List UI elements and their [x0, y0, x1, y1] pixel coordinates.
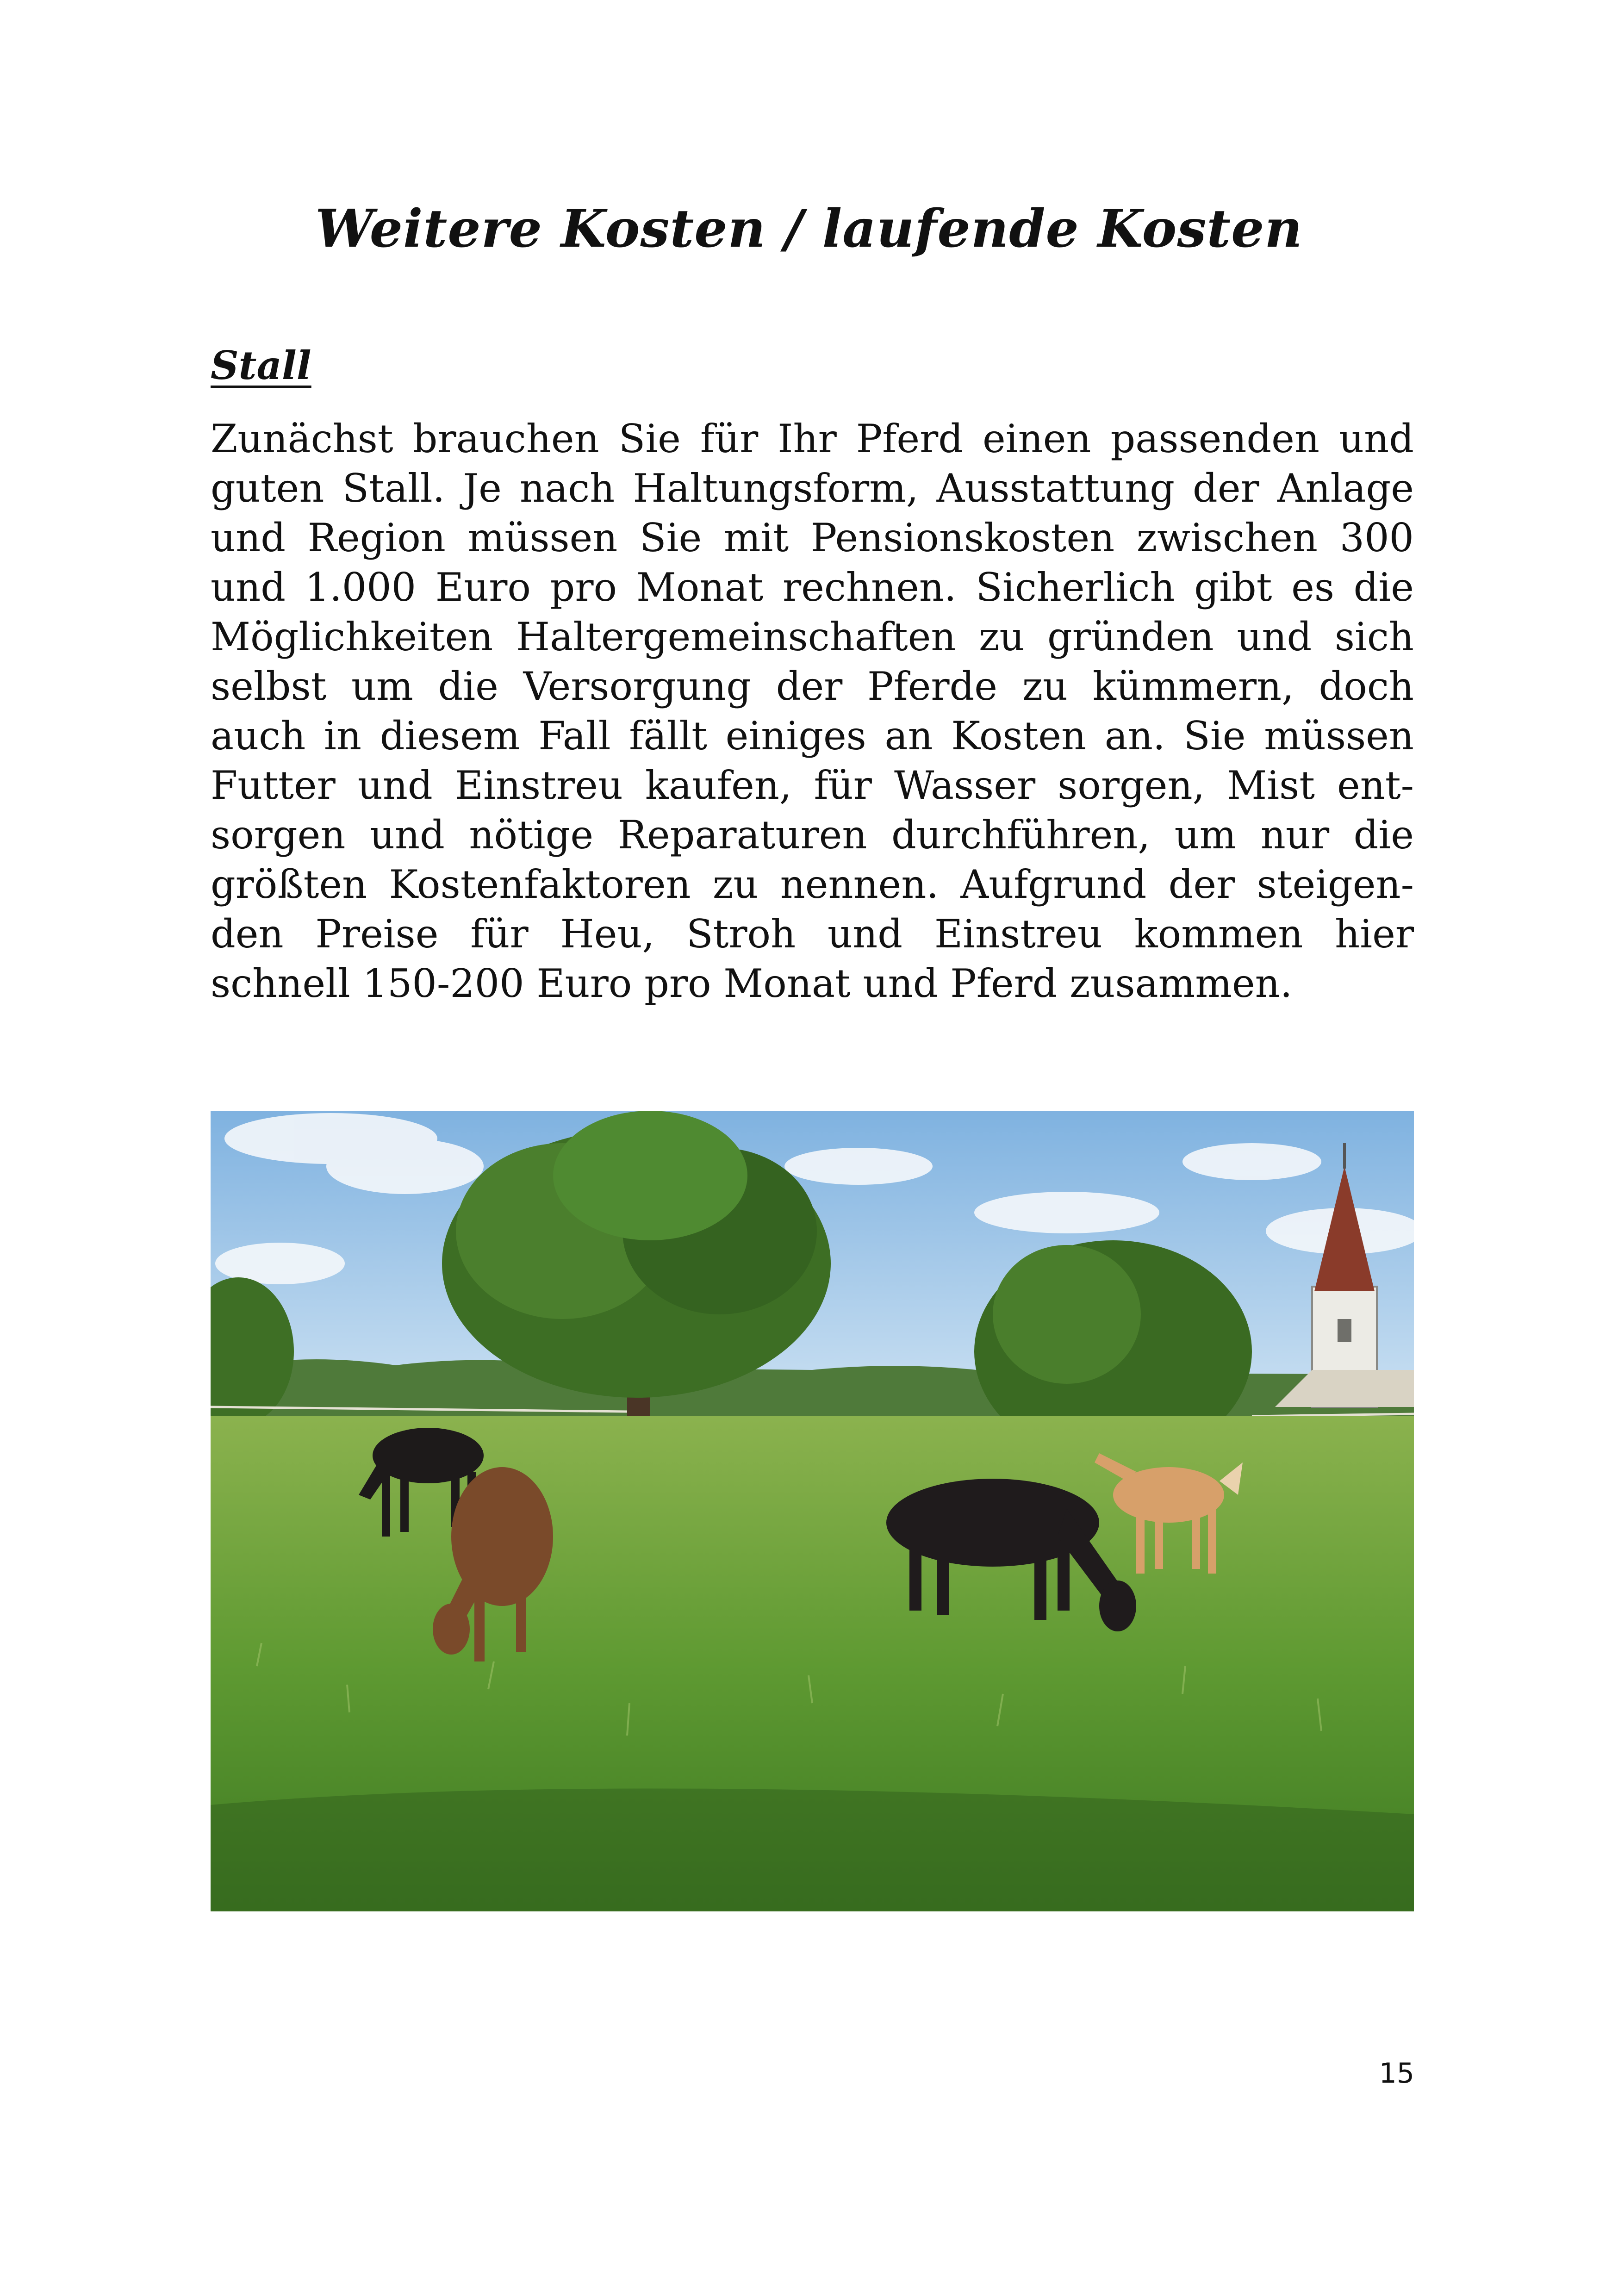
- page-number: 15: [1379, 2057, 1414, 2090]
- section-heading-stall: Stall: [211, 342, 311, 388]
- paragraph-line: und Region müssen Sie mit Pensionskosten zwischen 300: [211, 515, 1414, 560]
- paragraph-line: guten Stall. Je nach Haltungsform, Ausstattung der Anlage: [211, 466, 1414, 511]
- paragraph-line: und 1.000 Euro pro Monat rechnen. Sicherlich gibt es die: [211, 565, 1414, 610]
- paragraph-line: sorgen und nötige Reparaturen durchführen, um nur die: [211, 812, 1414, 858]
- paragraph-line: schnell 150-200 Euro pro Monat und Pferd zusammen.: [211, 961, 1293, 1006]
- paragraph-line: größten Kostenfaktoren zu nennen. Aufgrund der steigen-: [211, 862, 1414, 907]
- paragraph-line: Möglichkeiten Haltergemeinschaften zu gründen und sich: [211, 614, 1414, 660]
- paragraph-line: auch in diesem Fall fällt einiges an Kosten an. Sie müssen: [211, 713, 1414, 759]
- body-paragraph: [211, 414, 1414, 1008]
- pasture-illustration: [211, 1111, 1414, 1911]
- paragraph-line: Futter und Einstreu kaufen, für Wasser sorgen, Mist ent-: [211, 763, 1414, 808]
- paragraph-line: den Preise für Heu, Stroh und Einstreu kommen hier: [211, 911, 1414, 957]
- page-title: Weitere Kosten / laufende Kosten: [315, 199, 1303, 259]
- meadow-shadow: [211, 1788, 1414, 1911]
- paragraph-line: Zunächst brauchen Sie für Ihr Pferd einen passenden und: [211, 416, 1414, 461]
- paragraph-line: selbst um die Versorgung der Pferde zu kümmern, doch: [211, 664, 1414, 709]
- pasture-horses-photo: [211, 1111, 1414, 1911]
